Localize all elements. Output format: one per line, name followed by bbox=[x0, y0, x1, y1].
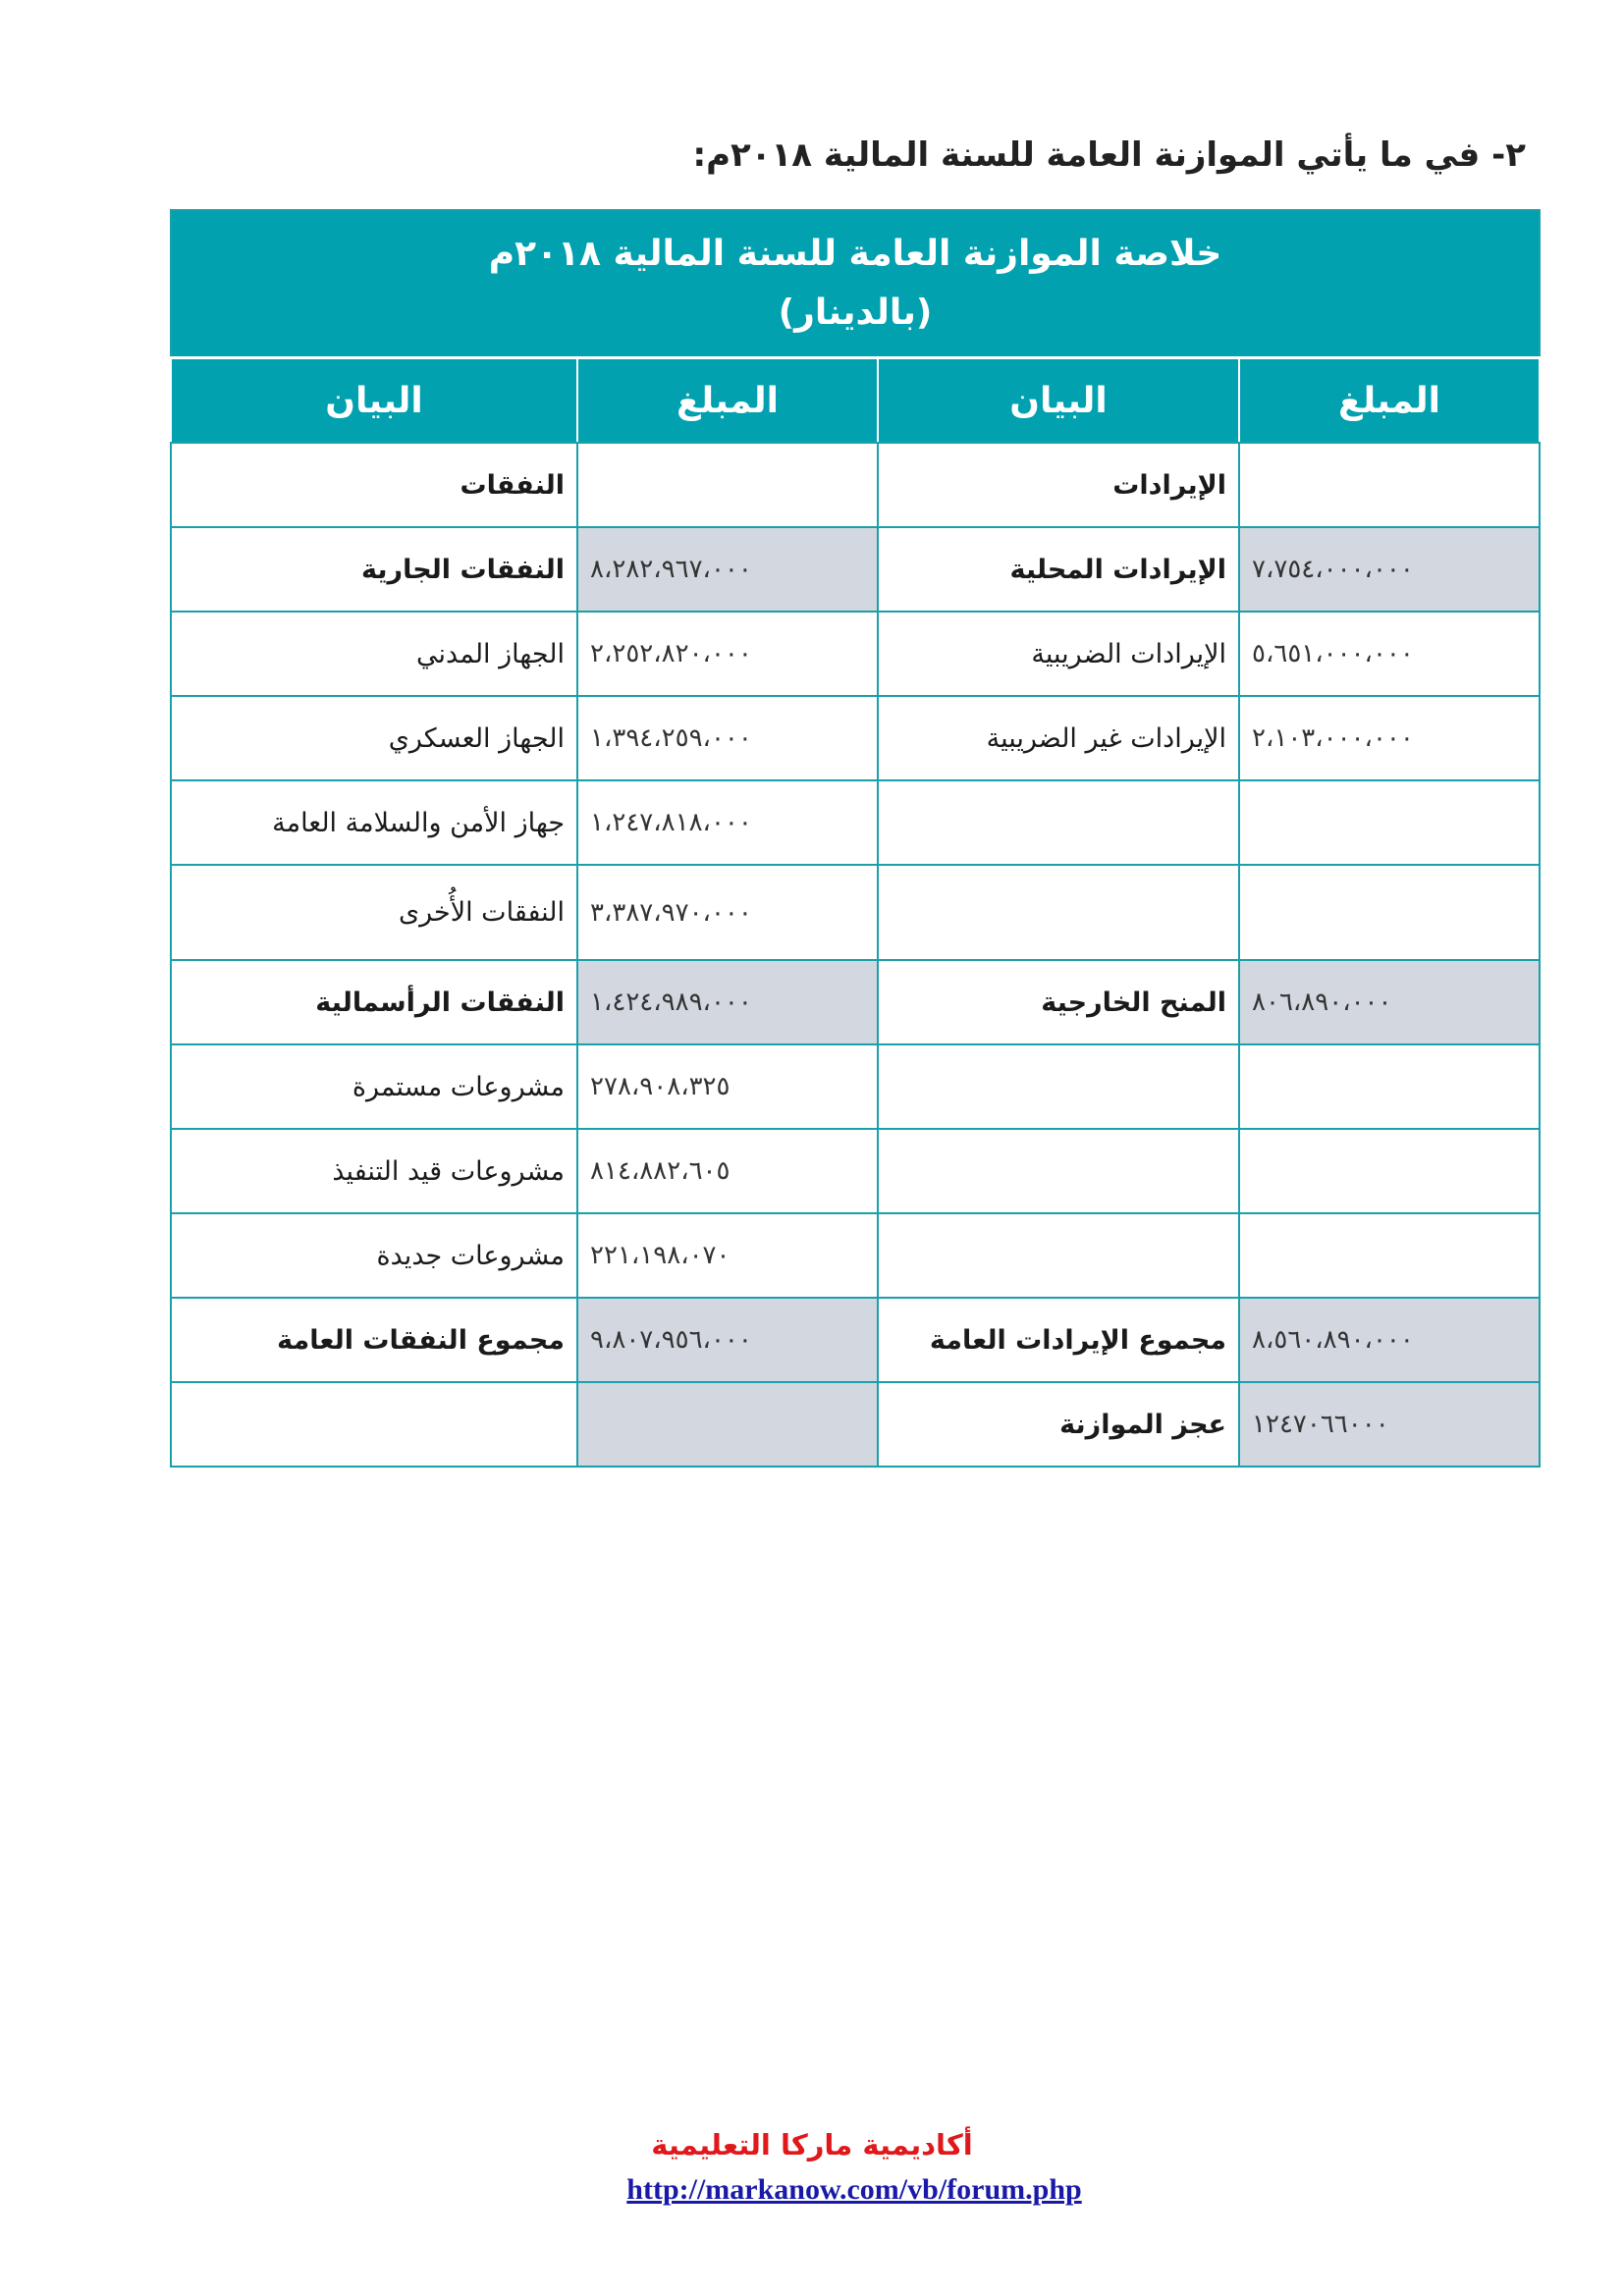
expense-label: مشروعات جديدة bbox=[171, 1213, 577, 1298]
table-row bbox=[171, 960, 1540, 1044]
revenue-amount bbox=[1239, 1044, 1540, 1129]
expense-amount: ٨١٤،٨٨٢،٦٠٥ bbox=[577, 1129, 878, 1213]
revenue-label bbox=[878, 1044, 1239, 1129]
revenue-label bbox=[878, 1129, 1239, 1213]
expense-amount: ١،٤٢٤،٩٨٩،٠٠٠ bbox=[577, 960, 878, 1044]
revenue-amount bbox=[1239, 780, 1540, 865]
table-row bbox=[171, 1382, 1540, 1467]
footer-academy-name: أكاديمية ماركا التعليمية bbox=[651, 2128, 973, 2162]
revenue-label bbox=[878, 1213, 1239, 1298]
expense-label: النفقات الأُخرى bbox=[171, 865, 577, 960]
expense-amount: ٢٧٨،٩٠٨،٣٢٥ bbox=[577, 1044, 878, 1129]
revenue-amount: ٧،٧٥٤،٠٠٠،٠٠٠ bbox=[1239, 527, 1540, 612]
revenue-amount bbox=[1239, 1129, 1540, 1213]
revenue-amount bbox=[1239, 865, 1540, 960]
footer-forum-link[interactable]: http://markanow.com/vb/forum.php bbox=[626, 2173, 1082, 2206]
revenue-amount bbox=[1239, 443, 1540, 527]
table-title bbox=[171, 210, 1540, 358]
header-revenue-item: البيان bbox=[878, 358, 1239, 444]
revenue-amount: ٢،١٠٣،٠٠٠،٠٠٠ bbox=[1239, 696, 1540, 780]
expense-label: جهاز الأمن والسلامة العامة bbox=[171, 780, 577, 865]
expense-amount: ٨،٢٨٢،٩٦٧،٠٠٠ bbox=[577, 527, 878, 612]
expense-amount: ١،٢٤٧،٨١٨،٠٠٠ bbox=[577, 780, 878, 865]
revenue-label: الإيرادات bbox=[878, 443, 1239, 527]
revenue-amount: ٨٠٦،٨٩٠،٠٠٠ bbox=[1239, 960, 1540, 1044]
table-row bbox=[171, 1129, 1540, 1213]
revenue-label: الإيرادات الضريبية bbox=[878, 612, 1239, 696]
expense-amount: ٣،٣٨٧،٩٧٠،٠٠٠ bbox=[577, 865, 878, 960]
expense-label: مشروعات قيد التنفيذ bbox=[171, 1129, 577, 1213]
expense-label: الجهاز العسكري bbox=[171, 696, 577, 780]
revenue-label: المنح الخارجية bbox=[878, 960, 1239, 1044]
revenue-label: الإيرادات غير الضريبية bbox=[878, 696, 1239, 780]
header-expense-amount: المبلغ bbox=[577, 358, 878, 444]
revenue-amount: ١٢٤٧٠٦٦٠٠٠ bbox=[1239, 1382, 1540, 1467]
expense-amount: ٢،٢٥٢،٨٢٠،٠٠٠ bbox=[577, 612, 878, 696]
table-row bbox=[171, 780, 1540, 865]
revenue-amount: ٥،٦٥١،٠٠٠،٠٠٠ bbox=[1239, 612, 1540, 696]
table-header-row bbox=[171, 358, 1540, 444]
question-heading: ٢- في ما يأتي الموازنة العامة للسنة المالية ٢٠١٨م: bbox=[692, 135, 1526, 175]
budget-summary-table bbox=[170, 209, 1541, 1468]
revenue-label bbox=[878, 780, 1239, 865]
revenue-amount: ٨،٥٦٠،٨٩٠،٠٠٠ bbox=[1239, 1298, 1540, 1382]
table-row bbox=[171, 696, 1540, 780]
expense-amount: ١،٣٩٤،٢٥٩،٠٠٠ bbox=[577, 696, 878, 780]
revenue-label bbox=[878, 865, 1239, 960]
revenue-label: مجموع الإيرادات العامة bbox=[878, 1298, 1239, 1382]
revenue-amount bbox=[1239, 1213, 1540, 1298]
table-row bbox=[171, 1044, 1540, 1129]
table-title-line1: خلاصة الموازنة العامة للسنة المالية ٢٠١٨م bbox=[488, 234, 1222, 274]
header-revenue-amount: المبلغ bbox=[1239, 358, 1540, 444]
expense-label bbox=[171, 1382, 577, 1467]
expense-label: النفقات الرأسمالية bbox=[171, 960, 577, 1044]
expense-amount bbox=[577, 443, 878, 527]
table-row bbox=[171, 865, 1540, 960]
table-row bbox=[171, 612, 1540, 696]
expense-amount: ٢٢١،١٩٨،٠٧٠ bbox=[577, 1213, 878, 1298]
expense-amount: ٩،٨٠٧،٩٥٦،٠٠٠ bbox=[577, 1298, 878, 1382]
table-title-currency: (بالدينار) bbox=[778, 293, 933, 333]
table-row bbox=[171, 527, 1540, 612]
table-title-row bbox=[171, 210, 1540, 358]
expense-amount bbox=[577, 1382, 878, 1467]
revenue-label: عجز الموازنة bbox=[878, 1382, 1239, 1467]
header-expense-item: البيان bbox=[171, 358, 577, 444]
revenue-label: الإيرادات المحلية bbox=[878, 527, 1239, 612]
table-row bbox=[171, 443, 1540, 527]
expense-label: النفقات الجارية bbox=[171, 527, 577, 612]
table-row bbox=[171, 1213, 1540, 1298]
expense-label: النفقات bbox=[171, 443, 577, 527]
table-row bbox=[171, 1298, 1540, 1382]
expense-label: مشروعات مستمرة bbox=[171, 1044, 577, 1129]
expense-label: الجهاز المدني bbox=[171, 612, 577, 696]
expense-label: مجموع النفقات العامة bbox=[171, 1298, 577, 1382]
